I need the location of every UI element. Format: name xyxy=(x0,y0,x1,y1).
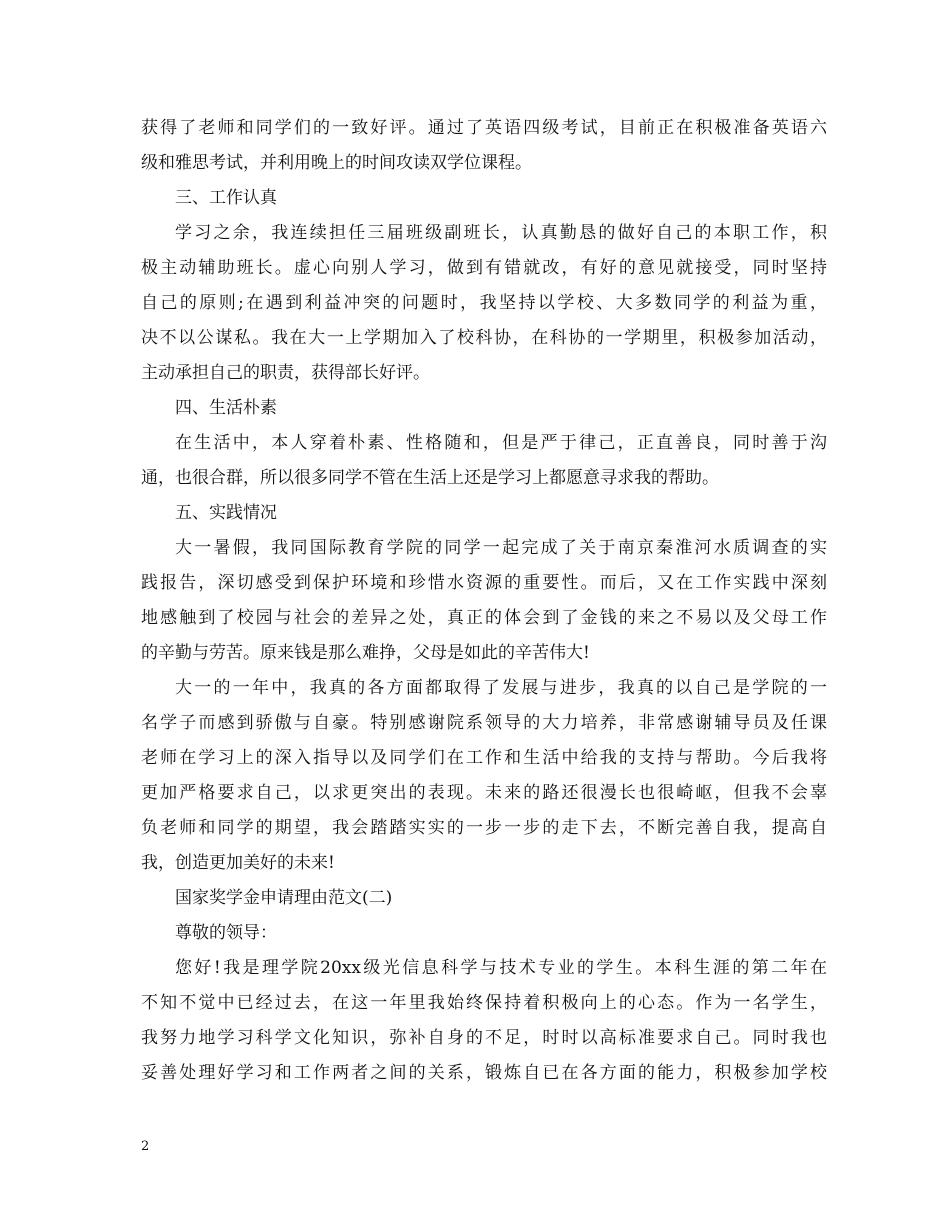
text-line: 国家奖学金申请理由范文(二) xyxy=(175,888,393,908)
text-line: 负老师和同学的期望，我会踏踏实实的一步一步的走下去，不断完善自我，提高自 xyxy=(141,818,827,838)
text-line: 四、生活朴素 xyxy=(175,398,277,418)
text-line: 自己的原则;在遇到利益冲突的问题时，我坚持以学校、大多数同学的利益为重， xyxy=(141,293,827,313)
text-line: 决不以公谋私。我在大一上学期加入了校科协，在科协的一学期里，积极参加活动， xyxy=(141,328,827,348)
text-line: 在生活中，本人穿着朴素、性格随和，但是严于律己，正直善良，同时善于沟 xyxy=(175,433,827,453)
text-line: 学习之余，我连续担任三届班级副班长，认真勤恳的做好自己的本职工作，积 xyxy=(175,223,827,243)
text-line: 我努力地学习科学文化知识，弥补自身的不足，时时以高标准要求自己。同时我也 xyxy=(141,1028,827,1048)
text-line: 极主动辅助班长。虚心向别人学习，做到有错就改，有好的意见就接受，同时坚持 xyxy=(141,258,827,278)
text-line: 老师在学习上的深入指导以及同学们在工作和生活中给我的支持与帮助。今后我将 xyxy=(141,748,827,768)
text-line: 大一的一年中，我真的各方面都取得了发展与进步，我真的以自己是学院的一 xyxy=(175,678,827,698)
text-line: 您好!我是理学院20xx级光信息科学与技术专业的学生。本科生涯的第二年在 xyxy=(175,958,827,978)
text-line: 获得了老师和同学们的一致好评。通过了英语四级考试，目前正在积极准备英语六 xyxy=(141,118,827,138)
text-line: 地感触到了校园与社会的差异之处，真正的体会到了金钱的来之不易以及父母工作 xyxy=(141,608,827,628)
text-line: 通，也很合群，所以很多同学不管在生活上还是学习上都愿意寻求我的帮助。 xyxy=(141,468,719,488)
text-line: 我，创造更加美好的未来! xyxy=(141,853,335,873)
text-line: 尊敬的领导： xyxy=(175,923,277,943)
text-line: 践报告，深切感受到保护环境和珍惜水资源的重要性。而后，又在工作实践中深刻 xyxy=(141,573,827,593)
text-line: 不知不觉中已经过去，在这一年里我始终保持着积极向上的心态。作为一名学生， xyxy=(141,993,827,1013)
text-line: 主动承担自己的职责，获得部长好评。 xyxy=(141,363,430,383)
text-line: 的辛勤与劳苦。原来钱是那么难挣，父母是如此的辛苦伟大! xyxy=(141,643,590,663)
text-line: 五、实践情况 xyxy=(175,503,277,523)
text-line: 级和雅思考试，并利用晚上的时间攻读双学位课程。 xyxy=(141,153,532,173)
text-line: 妥善处理好学习和工作两者之间的关系，锻炼自已在各方面的能力，积极参加学校 xyxy=(141,1063,827,1083)
body-text xyxy=(141,111,827,1091)
text-line: 大一暑假，我同国际教育学院的同学一起完成了关于南京秦淮河水质调查的实 xyxy=(175,538,827,558)
page-number: 2 xyxy=(141,1139,150,1154)
text-line: 更加严格要求自己，以求更突出的表现。未来的路还很漫长也很崎岖，但我不会辜 xyxy=(141,783,827,803)
text-line: 名学子而感到骄傲与自豪。特别感谢院系领导的大力培养，非常感谢辅导员及任课 xyxy=(141,713,827,733)
text-line: 三、工作认真 xyxy=(175,188,277,208)
